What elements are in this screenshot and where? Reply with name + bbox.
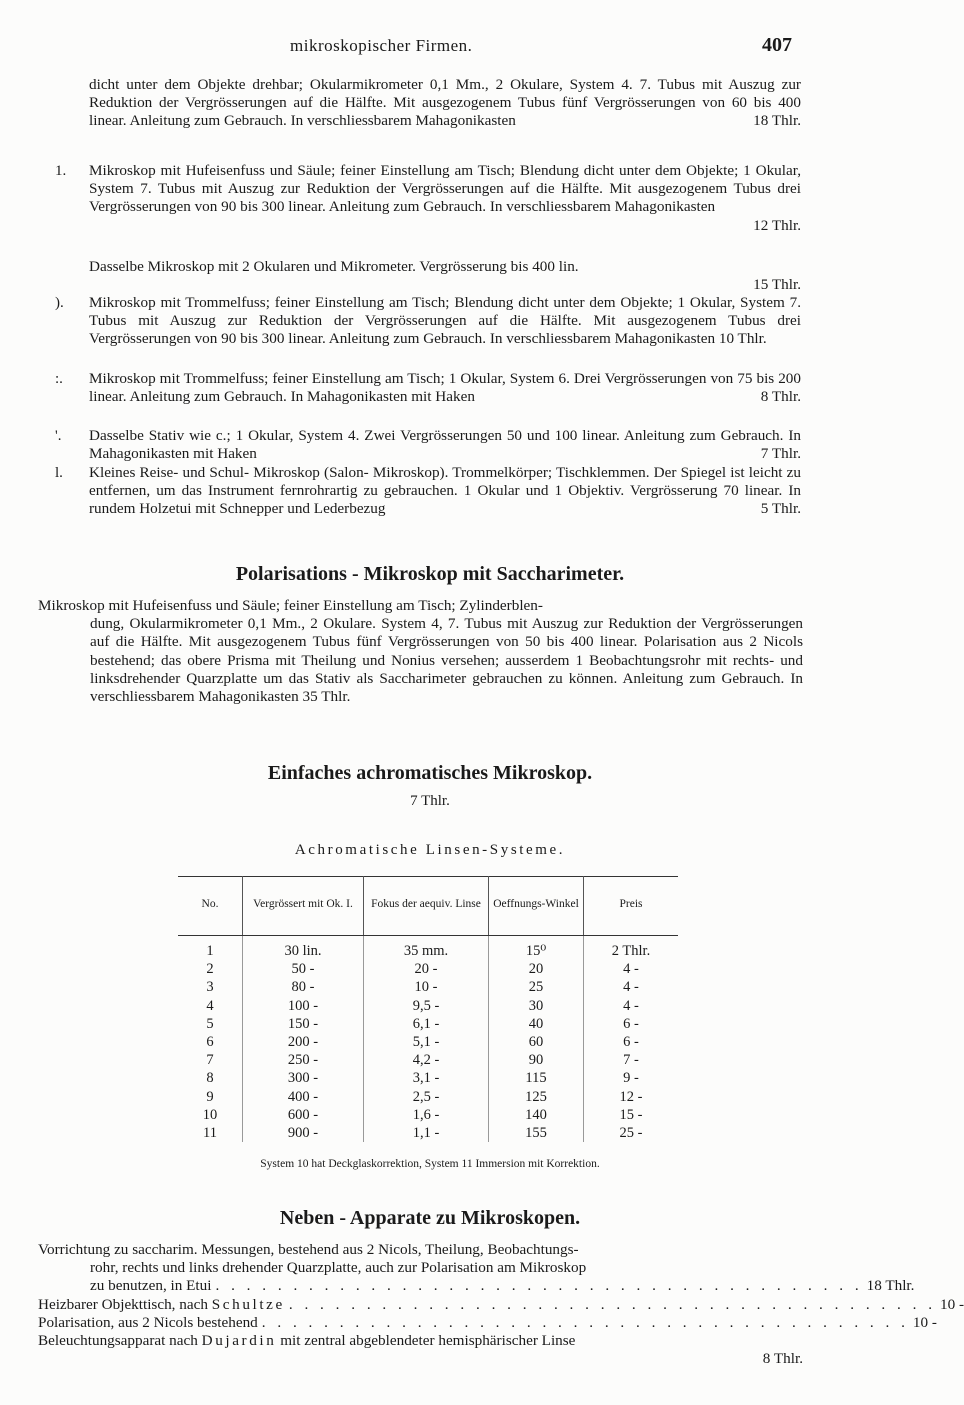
cell-no: 9	[178, 1088, 243, 1106]
lens-table-body	[178, 936, 678, 1143]
entry-label: ).	[55, 295, 64, 311]
accessory-item	[38, 1295, 964, 1314]
entry-label: :.	[55, 371, 63, 387]
cell-magnification: 900 -	[243, 1124, 364, 1142]
table-row	[178, 1015, 678, 1033]
cell-focus: 1,1 -	[364, 1124, 489, 1142]
cell-focus: 4,2 -	[364, 1051, 489, 1069]
accessory-item	[38, 1332, 803, 1368]
entry-price: 12 Thlr.	[753, 216, 801, 234]
table-row	[178, 1106, 678, 1124]
cell-price: 25 -	[619, 1125, 643, 1142]
catalog-entry	[55, 464, 801, 519]
cell-price: 15 -	[619, 1106, 643, 1123]
cell-aperture: 115	[489, 1069, 584, 1087]
entry-price: 8 Thlr.	[760, 388, 801, 406]
cell-aperture: 20	[489, 960, 584, 978]
lens-table	[178, 876, 678, 1142]
table-row	[178, 1033, 678, 1051]
catalog-entry	[55, 294, 801, 349]
accessory-price: 10 -	[940, 1295, 964, 1313]
accessory-text-wrap	[38, 1332, 803, 1350]
cell-price: 4 -	[623, 997, 639, 1014]
accessory-item	[38, 1241, 915, 1296]
table-row	[178, 978, 678, 996]
cell-no: 3	[178, 978, 243, 996]
polarisation-rest: dung, Okularmikrometer 0,1 Mm., 2 Okulare. System 4, 7. Tubus mit Auszug zur Reduktion der Vergrösserungen auf die Hälfte. Mit ausgezogenem Tubus fünf Vergrösserungen von 50 bis 400 linear. Polarisation aus 2 Nicols bestehend; das obere Prisma mit Theilung und Nonius versehen; ausserdem 1 Beobachtungsrohr mit rechts- und linksdrehender Quarzplatte um das Stativ als Saccharimeter gebrauchen zu können. Anleitung zum Gebrauch. In verschliessbarem Mahagonikasten 35 Thlr.	[90, 615, 803, 706]
table-row	[178, 1088, 678, 1106]
accessory-text: zu benutzen, in Etui	[90, 1277, 212, 1295]
table-row	[178, 960, 678, 978]
cell-focus: 3,1 -	[364, 1069, 489, 1087]
cell-aperture: 40	[489, 1015, 584, 1033]
cell-no: 2	[178, 960, 243, 978]
cell-focus: 6,1 -	[364, 1015, 489, 1033]
header-magnification: Vergrössert mit Ok. I.	[243, 877, 364, 936]
entry-price: 5 Thlr.	[760, 500, 801, 518]
section-title-achromatic: Einfaches achromatisches Mikroskop.	[267, 762, 593, 784]
leader-dots: . . . . . . . . . . . . . . . . . . . . . . . . . . . . . . . . . . . . . . . . . .	[215, 1277, 863, 1295]
accessory-text: Heizbarer Objekttisch, nach	[38, 1295, 212, 1313]
cell-focus: 5,1 -	[364, 1033, 489, 1051]
table-footnote: System 10 hat Deckglaskorrektion, System 11 Immersion mit Korrektion.	[260, 1158, 600, 1170]
cell-magnification: 250 -	[243, 1051, 364, 1069]
catalog-entry	[55, 162, 801, 235]
cell-price: 9 -	[623, 1070, 639, 1087]
cell-price: 4 -	[623, 961, 639, 978]
entry-price: 7 Thlr.	[760, 445, 801, 463]
cell-magnification: 80 -	[243, 978, 364, 996]
accessory-list	[38, 1241, 964, 1368]
entry-text: Dasselbe Mikroskop mit 2 Okularen und Mikrometer. Vergrösserung bis 400 lin.	[89, 258, 579, 275]
entry-price: 18 Thlr.	[753, 112, 801, 130]
page-header	[0, 36, 860, 60]
cell-aperture: 25	[489, 978, 584, 996]
cell-aperture: 90	[489, 1051, 584, 1069]
cell-no: 7	[178, 1051, 243, 1069]
accessory-price: 18 Thlr.	[866, 1277, 915, 1295]
cell-focus: 35 mm.	[364, 936, 489, 961]
table-row	[178, 1069, 678, 1087]
accessory-price: 10 -	[912, 1313, 937, 1331]
cell-magnification: 600 -	[243, 1106, 364, 1124]
entry-label: '.	[55, 428, 62, 444]
polarisation-paragraph	[38, 597, 803, 706]
cell-aperture: 155	[489, 1124, 584, 1142]
cell-magnification: 50 -	[243, 960, 364, 978]
accessory-price-row	[38, 1313, 937, 1332]
cell-price: 7 -	[623, 1052, 639, 1069]
accessory-item	[38, 1313, 937, 1332]
section-title-polarisation: Polarisations - Mikroskop mit Saccharimeter.	[235, 563, 625, 585]
cell-focus: 9,5 -	[364, 997, 489, 1015]
table-row	[178, 1051, 678, 1069]
cell-focus: 10 -	[364, 978, 489, 996]
accessory-price: 8 Thlr.	[762, 1350, 803, 1368]
entry-label: l.	[55, 465, 63, 481]
cell-price: 4 -	[623, 979, 639, 996]
cell-price: 6 -	[623, 1034, 639, 1051]
cell-focus: 20 -	[364, 960, 489, 978]
table-header-row	[178, 877, 678, 936]
accessory-text: Polarisation, aus 2 Nicols bestehend	[38, 1313, 258, 1331]
leader-dots: . . . . . . . . . . . . . . . . . . . . . . . . . . . . . . . . . . . . . . . . . .	[261, 1313, 909, 1331]
author-name: Schultze	[211, 1295, 285, 1313]
cell-magnification: 300 -	[243, 1069, 364, 1087]
catalog-entry	[55, 427, 801, 463]
accessory-text: mit zentral abgeblendeter hemisphärischer Linse	[276, 1332, 576, 1350]
cell-magnification: 30 lin.	[243, 936, 364, 961]
section-title-accessories: Neben - Apparate zu Mikroskopen.	[279, 1207, 581, 1229]
cell-aperture: 30	[489, 997, 584, 1015]
cell-no: 8	[178, 1069, 243, 1087]
cell-magnification: 400 -	[243, 1088, 364, 1106]
cell-no: 1	[178, 936, 243, 961]
table-row	[178, 1124, 678, 1142]
table-caption: Achromatische Linsen-Systeme.	[294, 842, 566, 858]
cell-aperture: 140	[489, 1106, 584, 1124]
cell-magnification: 150 -	[243, 1015, 364, 1033]
accessory-text: rohr, rechts und links drehender Quarzplatte, auch zur Polarisation am Mikroskop	[90, 1259, 587, 1277]
header-no: No.	[178, 877, 243, 936]
accessory-text-wrap	[38, 1296, 285, 1314]
entry-text: Dasselbe Stativ wie c.; 1 Okular, System 4. Zwei Vergrösserungen 50 und 100 linear. Anleitung zum Gebrauch. In Mahagonikasten mit Haken	[89, 427, 801, 463]
cell-aperture: 60	[489, 1033, 584, 1051]
leader-dots: . . . . . . . . . . . . . . . . . . . . . . . . . . . . . . . . . . . . . . . . . .	[288, 1295, 936, 1313]
cell-no: 11	[178, 1124, 243, 1142]
cell-no: 4	[178, 997, 243, 1015]
cell-no: 5	[178, 1015, 243, 1033]
accessory-price-row	[90, 1277, 915, 1295]
achromatic-price: 7 Thlr.	[410, 793, 450, 809]
table-row	[178, 936, 678, 961]
author-name: Dujardin	[201, 1332, 277, 1350]
entry-label: 1.	[55, 163, 67, 179]
cell-no: 10	[178, 1106, 243, 1124]
entry-price: 15 Thlr.	[753, 276, 801, 294]
cell-aperture: 15⁰	[489, 936, 584, 961]
cell-no: 6	[178, 1033, 243, 1051]
entry-text: Mikroskop mit Trommelfuss; feiner Einstellung am Tisch; Blendung dicht unter dem Objekte; 1 Okular, System 7. Tubus mit Auszug zur Reduktion der Vergrösserungen auf die Hälfte. Mit ausgezogenem Tubus drei Vergrösserungen von 90 bis 300 linear. Anleitung zum Gebrauch. In verschliessbarem Mahagonikasten 10 Thlr.	[89, 294, 801, 348]
catalog-entry	[55, 370, 801, 406]
cell-price: 6 -	[623, 1015, 639, 1032]
page-number: 407	[762, 34, 792, 56]
accessory-price-row	[38, 1295, 964, 1314]
entry-text: Mikroskop mit Hufeisenfuss und Säule; feiner Einstellung am Tisch; Blendung dicht unter dem Objekte; 1 Okular, System 7. Tubus mit Auszug zur Reduktion der Vergrösserungen auf die Hälfte. Mit ausgezogenem Tubus drei Vergrösserungen von 90 bis 300 linear. Anleitung zum Gebrauch. In verschliessbarem Mahagonikasten	[89, 162, 801, 216]
entry-text: dicht unter dem Objekte drehbar; Okularmikrometer 0,1 Mm., 2 Okulare, System 4. 7. Tubus mit Auszug zur Reduktion der Vergrösserungen auf die Hälfte. Mit ausgezogenem Tubus fünf Vergrösserungen von 60 bis 400 linear. Anleitung zum Gebrauch. In verschliessbarem Mahagonikasten	[89, 76, 801, 130]
table-row	[178, 997, 678, 1015]
header-price: Preis	[584, 877, 679, 936]
accessory-text: Vorrichtung zu saccharim. Messungen, bestehend aus 2 Nicols, Theilung, Beobachtungs-	[38, 1241, 579, 1258]
header-focus: Fokus der aequiv. Linse	[364, 877, 489, 936]
header-aperture: Oeffnungs-Winkel	[489, 877, 584, 936]
entry-text: Kleines Reise- und Schul- Mikroskop (Salon- Mikroskop). Trommelkörper; Tischklemmen. Der Spiegel ist leicht zu entfernen, um das Instrument fernrohrartig zu gebrauchen. 1 Okular und 1 Objektiv. Vergrösserung 70 linear. In rundem Holzetui mit Schnepper und Lederbezug	[89, 464, 801, 518]
accessory-text: Beleuchtungsapparat nach	[38, 1332, 202, 1350]
cell-magnification: 100 -	[243, 997, 364, 1015]
cell-focus: 1,6 -	[364, 1106, 489, 1124]
catalog-entry	[89, 258, 801, 294]
cell-aperture: 125	[489, 1088, 584, 1106]
cell-price: 12 -	[619, 1088, 643, 1105]
running-title: mikroskopischer Firmen.	[290, 36, 473, 55]
cell-magnification: 200 -	[243, 1033, 364, 1051]
cell-price: 2 Thlr.	[611, 943, 651, 959]
polarisation-first-line: Mikroskop mit Hufeisenfuss und Säule; feiner Einstellung am Tisch; Zylinderblen-	[38, 597, 543, 614]
catalog-entry	[89, 76, 801, 131]
entry-text: Mikroskop mit Trommelfuss; feiner Einstellung am Tisch; 1 Okular, System 6. Drei Vergrösserungen von 75 bis 200 linear. Anleitung zum Gebrauch. In Mahagonikasten mit Haken	[89, 370, 801, 406]
cell-focus: 2,5 -	[364, 1088, 489, 1106]
